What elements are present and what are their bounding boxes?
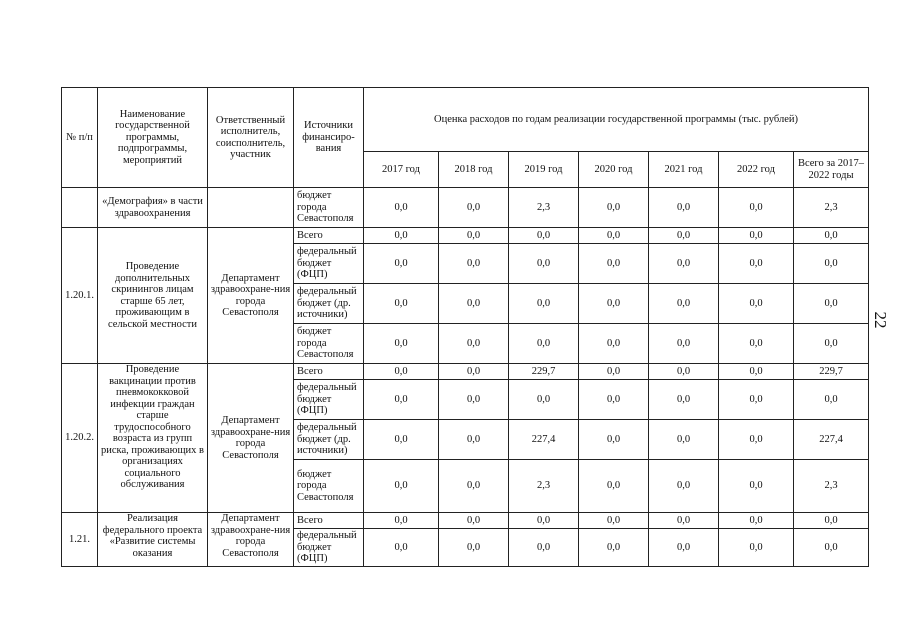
row-responsible: Департамент здравоохране-ния города Севастополя — [208, 228, 294, 364]
value-cell-total: 0,0 — [794, 529, 869, 567]
value-cell: 0,0 — [649, 380, 719, 420]
row-name: Проведение дополнительных скринингов лицам старше 65 лет, проживающим в сельской местности — [98, 228, 208, 364]
value-cell-total: 0,0 — [794, 228, 869, 244]
value-cell: 0,0 — [579, 324, 649, 364]
value-cell: 0,0 — [719, 244, 794, 284]
value-cell-total: 227,4 — [794, 420, 869, 460]
row-name: Проведение вакцинации против пневмококковой инфекции граждан старше трудоспособного возраста из групп риска, проживающих в организациях социального обслуживания — [98, 364, 208, 513]
value-cell: 0,0 — [719, 364, 794, 380]
row-source: Всего — [294, 364, 364, 380]
value-cell: 0,0 — [649, 513, 719, 529]
value-cell: 0,0 — [439, 380, 509, 420]
value-cell: 0,0 — [509, 513, 579, 529]
value-cell-total: 2,3 — [794, 460, 869, 513]
header-name: Наименование государственной программы, подпрограммы, мероприятий — [98, 88, 208, 188]
value-cell: 0,0 — [364, 188, 439, 228]
value-cell: 0,0 — [579, 380, 649, 420]
value-cell: 0,0 — [439, 284, 509, 324]
row-responsible: Департамент здравоохране-ния города Севастополя — [208, 513, 294, 567]
budget-table — [61, 87, 869, 567]
header-year: 2018 год — [439, 152, 509, 188]
value-cell: 0,0 — [719, 228, 794, 244]
value-cell: 227,4 — [509, 420, 579, 460]
row-name: «Демография» в части здравоохранения — [98, 188, 208, 228]
value-cell: 0,0 — [579, 420, 649, 460]
value-cell: 0,0 — [649, 529, 719, 567]
value-cell: 0,0 — [719, 284, 794, 324]
row-source: федеральный бюджет (ФЦП) — [294, 244, 364, 284]
row-source: Всего — [294, 228, 364, 244]
value-cell: 0,0 — [649, 364, 719, 380]
row-source: бюджет города Севастополя — [294, 460, 364, 513]
row-source: федеральный бюджет (ФЦП) — [294, 380, 364, 420]
value-cell: 0,0 — [649, 460, 719, 513]
value-cell: 229,7 — [509, 364, 579, 380]
header-year-total: Всего за 2017–2022 годы — [794, 152, 869, 188]
value-cell: 0,0 — [364, 324, 439, 364]
row-num: 1.20.1. — [62, 228, 98, 364]
value-cell: 0,0 — [439, 188, 509, 228]
value-cell: 0,0 — [719, 529, 794, 567]
value-cell: 0,0 — [719, 513, 794, 529]
value-cell: 0,0 — [364, 513, 439, 529]
value-cell: 0,0 — [579, 364, 649, 380]
header-year: 2019 год — [509, 152, 579, 188]
value-cell: 2,3 — [509, 188, 579, 228]
value-cell: 0,0 — [719, 324, 794, 364]
value-cell: 0,0 — [649, 244, 719, 284]
value-cell: 0,0 — [439, 460, 509, 513]
value-cell: 0,0 — [509, 284, 579, 324]
value-cell: 0,0 — [579, 244, 649, 284]
value-cell: 0,0 — [579, 188, 649, 228]
value-cell: 0,0 — [649, 420, 719, 460]
value-cell: 0,0 — [439, 364, 509, 380]
value-cell: 0,0 — [509, 228, 579, 244]
value-cell: 0,0 — [364, 364, 439, 380]
table-row — [62, 228, 869, 244]
table-row — [62, 364, 869, 380]
table-row — [62, 188, 869, 228]
value-cell: 0,0 — [719, 380, 794, 420]
value-cell: 0,0 — [364, 228, 439, 244]
header-source: Источники финансиро-вания — [294, 88, 364, 188]
header-responsible: Ответственный исполнитель, соисполнитель, участник — [208, 88, 294, 188]
value-cell-total: 0,0 — [794, 513, 869, 529]
value-cell: 0,0 — [649, 188, 719, 228]
value-cell: 0,0 — [364, 244, 439, 284]
row-num — [62, 188, 98, 228]
value-cell: 0,0 — [439, 244, 509, 284]
value-cell: 0,0 — [439, 529, 509, 567]
value-cell: 0,0 — [439, 513, 509, 529]
value-cell-total: 0,0 — [794, 380, 869, 420]
value-cell: 0,0 — [579, 529, 649, 567]
value-cell: 0,0 — [579, 228, 649, 244]
row-source: Всего — [294, 513, 364, 529]
header-year: 2020 год — [579, 152, 649, 188]
value-cell: 0,0 — [649, 324, 719, 364]
value-cell: 0,0 — [364, 420, 439, 460]
value-cell: 0,0 — [364, 460, 439, 513]
value-cell-total: 229,7 — [794, 364, 869, 380]
value-cell: 0,0 — [364, 380, 439, 420]
value-cell: 0,0 — [649, 284, 719, 324]
value-cell: 0,0 — [719, 460, 794, 513]
table-row — [62, 513, 869, 529]
row-responsible: Департамент здравоохране-ния города Севастополя — [208, 364, 294, 513]
header-num: № п/п — [62, 88, 98, 188]
value-cell: 0,0 — [649, 228, 719, 244]
row-num: 1.20.2. — [62, 364, 98, 513]
value-cell-total: 0,0 — [794, 244, 869, 284]
value-cell: 0,0 — [439, 324, 509, 364]
header-year: 2017 год — [364, 152, 439, 188]
row-source: бюджет города Севастополя — [294, 188, 364, 228]
row-source: федеральный бюджет (ФЦП) — [294, 529, 364, 567]
row-responsible — [208, 188, 294, 228]
value-cell: 0,0 — [579, 513, 649, 529]
value-cell-total: 2,3 — [794, 188, 869, 228]
value-cell: 0,0 — [364, 284, 439, 324]
row-num: 1.21. — [62, 513, 98, 567]
header-row — [62, 88, 869, 152]
value-cell: 0,0 — [509, 380, 579, 420]
row-source: федеральный бюджет (др. источники) — [294, 284, 364, 324]
row-source: федеральный бюджет (др. источники) — [294, 420, 364, 460]
value-cell: 0,0 — [579, 460, 649, 513]
value-cell-total: 0,0 — [794, 284, 869, 324]
page-number: 22 — [871, 311, 890, 329]
value-cell: 0,0 — [719, 188, 794, 228]
value-cell: 0,0 — [439, 228, 509, 244]
value-cell-total: 0,0 — [794, 324, 869, 364]
value-cell: 2,3 — [509, 460, 579, 513]
value-cell: 0,0 — [509, 324, 579, 364]
row-name: Реализация федерального проекта «Развитие системы оказания — [98, 513, 208, 567]
value-cell: 0,0 — [364, 529, 439, 567]
value-cell: 0,0 — [439, 420, 509, 460]
header-year: 2022 год — [719, 152, 794, 188]
header-estimate: Оценка расходов по годам реализации государственной программы (тыс. рублей) — [364, 88, 869, 152]
value-cell: 0,0 — [579, 284, 649, 324]
header-year: 2021 год — [649, 152, 719, 188]
row-source: бюджет города Севастополя — [294, 324, 364, 364]
value-cell: 0,0 — [719, 420, 794, 460]
value-cell: 0,0 — [509, 529, 579, 567]
value-cell: 0,0 — [509, 244, 579, 284]
